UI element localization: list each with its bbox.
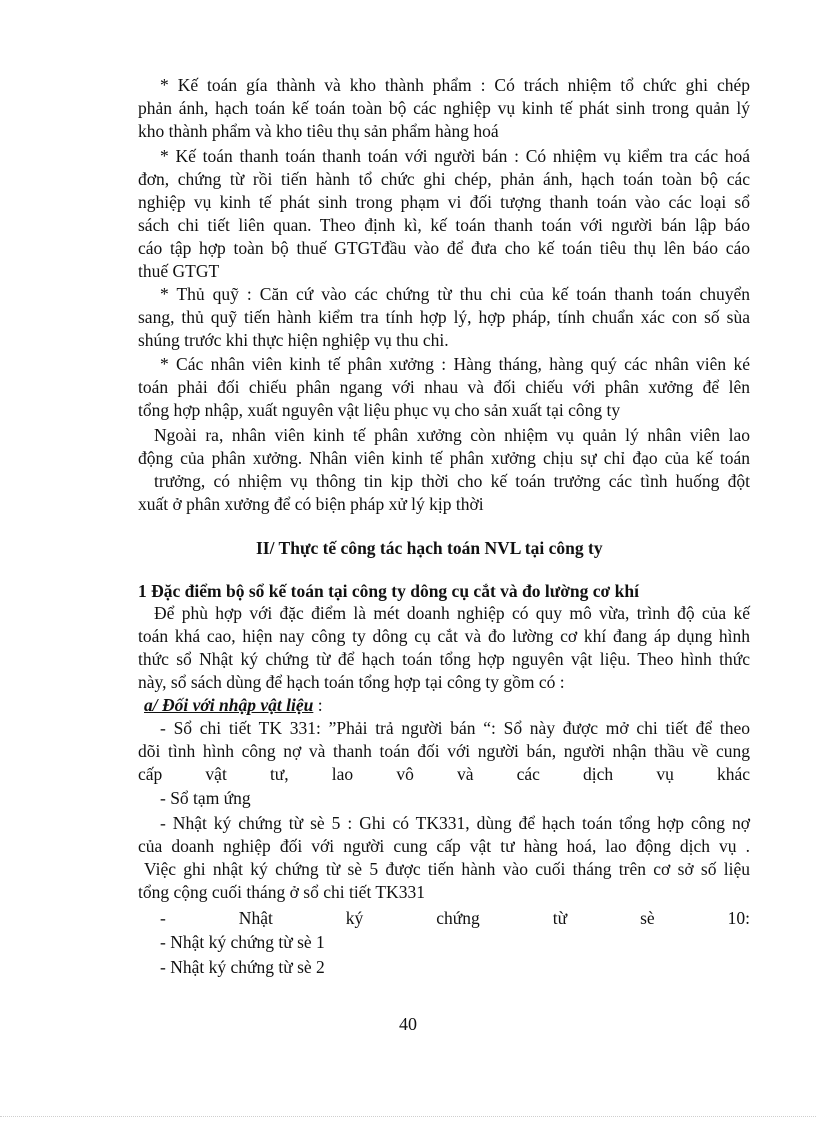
text-line: này, sổ sách dùng để hạch toán tổng hợp tại công ty gồm có : <box>138 672 565 692</box>
text-line: động của phân xưởng. Nhân viên kinh tế phân xưởng chịu sự chỉ đạo của kế toán <box>138 448 750 468</box>
text-line: phản ánh, hạch toán kế toán toàn bộ các nghiệp vụ kinh tế phát sinh trong quản lý <box>138 98 750 118</box>
text-line: của doanh nghiệp đối với người cung cấp vật tư hàng hoá, lao động dịch vụ . <box>138 836 750 856</box>
text-line: - Nhật ký chứng từ sè 5 : Ghi có TK331, dùng để hạch toán tổng hợp công nợ <box>160 813 750 833</box>
text-line: * Các nhân viên kinh tế phân xưởng : Hàng tháng, hàng quý các nhân viên ké <box>160 354 750 374</box>
text-line: thức sổ Nhật ký chứng từ để hạch toán tổng hợp nguyên vật liệu. Theo hình thức <box>138 649 750 669</box>
text-line: nghiệp vụ kinh tế phát sinh trong phạm vi đối tượng thanh toán vào các loại sổ <box>138 192 750 212</box>
text-line: shúng trước khi thực hiện nghiệp vụ thu chi. <box>138 330 449 350</box>
text-line: cấp vật tư, lao vô và các dịch vụ khác <box>138 764 750 784</box>
text-line: - Nhật ký chứng từ sè 10: <box>160 908 750 928</box>
text-line: - Nhật ký chứng từ sè 1 <box>160 932 325 952</box>
text-line: tổng hợp nhập, xuất nguyên vật liệu phục vụ cho sản xuất tại công ty <box>138 400 621 420</box>
text-line: Việc ghi nhật ký chứng từ sè 5 được tiến hành vào cuối tháng trên cơ sở số liệu <box>144 859 750 879</box>
text-line: - Sổ tạm ứng <box>160 788 251 808</box>
text-line: toán khá cao, hiện nay công ty dông cụ cắt và đo lường cơ khí đang áp dụng hình <box>138 626 750 646</box>
subsection-heading: 1 Đặc điểm bộ sổ kế toán tại công ty dông cụ cắt và đo lường cơ khí <box>138 581 639 601</box>
subheading-colon: : <box>313 695 323 715</box>
text-line: toán phải đối chiếu phân ngang với nhau và đối chiếu với phân xưởng để lên <box>138 377 750 397</box>
text-line: * Kế toán thanh toán thanh toán với người bán : Có nhiệm vụ kiểm tra các hoá <box>160 146 750 166</box>
text-line: Để phù hợp với đặc điểm là mét doanh nghiệp có quy mô vừa, trình độ của kế <box>154 603 750 623</box>
text-line: - Sổ chi tiết TK 331: ”Phải trả người bán “: Sổ này được mở chi tiết để theo <box>160 718 750 738</box>
text-line: xuất ở phân xưởng để có biện pháp xử lý kịp thời <box>138 494 484 514</box>
text-line: cáo tập hợp toàn bộ thuế GTGTđầu vào để đưa cho kế toán tiêu thụ lên báo cáo <box>138 238 750 258</box>
text-line: * Kế toán gía thành và kho thành phẩm : Có trách nhiệm tổ chức ghi chép <box>160 75 750 95</box>
text-line: đơn, chứng từ rồi tiến hành tổ chức ghi chép, phản ánh, hạch toán toàn bộ các <box>138 169 750 189</box>
text-line: Ngoài ra, nhân viên kinh tế phân xưởng còn nhiệm vụ quản lý nhân viên lao <box>154 425 750 445</box>
page-bottom-rule <box>0 1116 816 1117</box>
text-line: * Thủ quỹ : Căn cứ vào các chứng từ thu chi của kế toán thanh toán chuyển <box>160 284 750 304</box>
subheading-line <box>144 694 323 716</box>
text-line: sách chi tiết liên quan. Theo định kì, kế toán thanh toán với người bán lập báo <box>138 215 750 235</box>
text-line: trưởng, có nhiệm vụ thông tin kịp thời cho kế toán trưởng các tình huống đột <box>154 471 750 491</box>
page-number: 40 <box>399 1014 417 1034</box>
subheading-label: a/ Đối với nhập vật liệu <box>144 695 314 715</box>
text-line: kho thành phẩm và kho tiêu thụ sản phẩm hàng hoá <box>138 121 499 141</box>
text-line: - Nhật ký chứng từ sè 2 <box>160 957 325 977</box>
text-line: thuế GTGT <box>138 261 220 281</box>
text-line: tổng cộng cuối tháng ở sổ chi tiết TK331 <box>138 882 425 902</box>
section-heading: II/ Thực tế công tác hạch toán NVL tại công ty <box>256 538 603 558</box>
text-line: sang, thủ quỹ tiến hành kiểm tra tính hợp lý, hợp pháp, tính chuẩn xác con số sùa <box>138 307 750 327</box>
text-line: dõi tình hình công nợ và thanh toán đối với người bán, người nhận thầu về cung <box>138 741 750 761</box>
